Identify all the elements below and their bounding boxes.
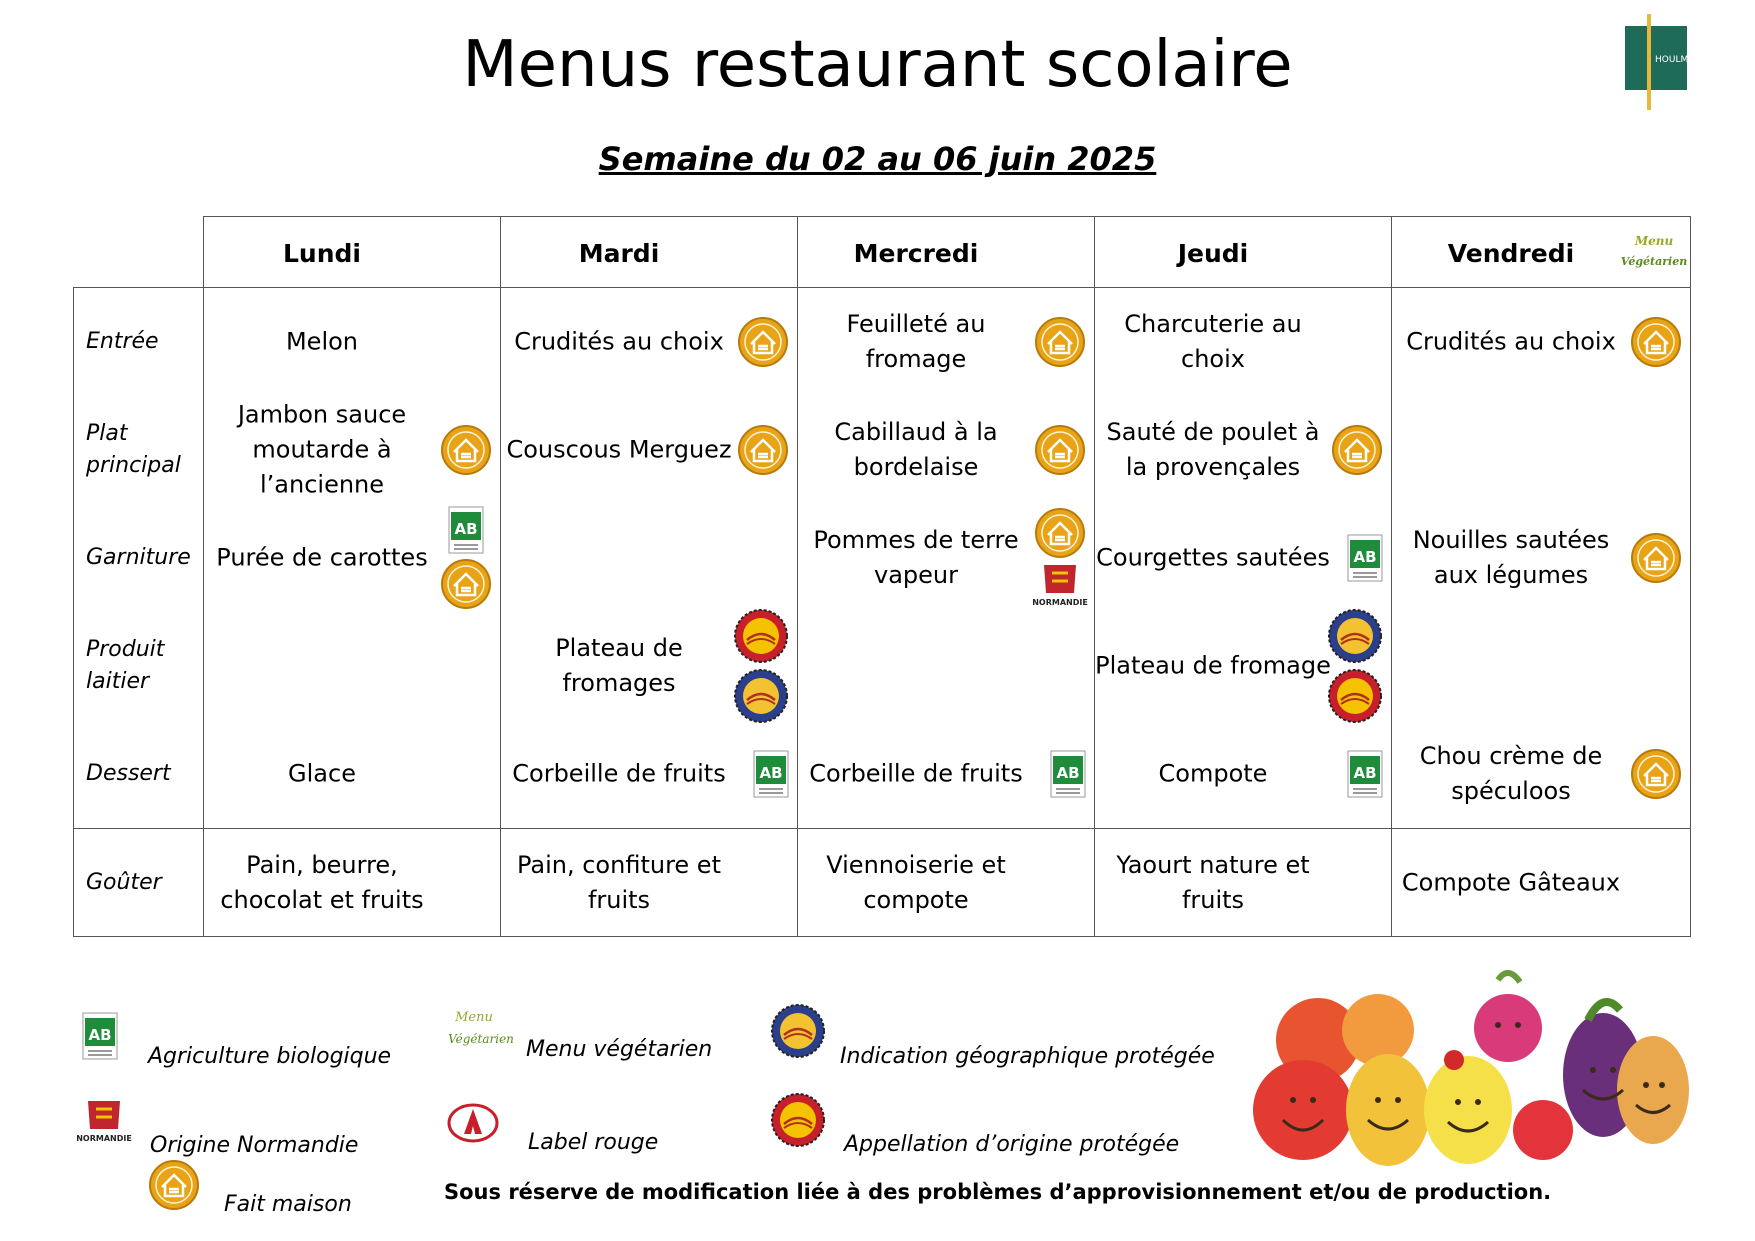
label-gouter: Goûter bbox=[74, 829, 204, 937]
fait-maison-icon bbox=[1034, 424, 1086, 476]
svg-text:AB: AB bbox=[759, 764, 783, 782]
fait-maison-icon bbox=[1331, 424, 1383, 476]
fait-maison-icon bbox=[1630, 316, 1682, 368]
corner-cell bbox=[74, 217, 204, 288]
bio-icon bbox=[1050, 750, 1086, 798]
bio-icon bbox=[1347, 534, 1383, 582]
menu-cell bbox=[1392, 612, 1690, 720]
fait-maison-icon bbox=[440, 558, 492, 610]
menu-cell: Plateau de fromage bbox=[1095, 612, 1391, 720]
aop-icon bbox=[733, 608, 789, 664]
label-dessert: Dessert bbox=[86, 761, 171, 786]
fait-maison-icon bbox=[148, 1159, 200, 1211]
gouter-mercredi: Viennoiserie et compote bbox=[798, 829, 1095, 937]
fait-maison-icon bbox=[1034, 507, 1086, 559]
legend-bio: AB Agriculture biologique bbox=[82, 1002, 391, 1069]
igp-icon bbox=[733, 668, 789, 724]
day-header-mercredi: Mercredi bbox=[798, 217, 1095, 288]
day-header-vendredi: Vendredi Menu Végétarien bbox=[1392, 217, 1691, 288]
menu-cell bbox=[501, 504, 797, 612]
week-subtitle: Semaine du 02 au 06 juin 2025 bbox=[598, 140, 1157, 178]
menu-cell: Crudités au choix bbox=[501, 288, 797, 396]
igp-icon bbox=[1327, 608, 1383, 664]
bio-icon bbox=[753, 750, 789, 798]
day-header-mardi: Mardi bbox=[501, 217, 798, 288]
bio-icon bbox=[82, 1012, 118, 1060]
igp-icon bbox=[770, 1003, 826, 1059]
day-column-mercredi bbox=[798, 288, 1095, 829]
day-header-jeudi: Jeudi bbox=[1095, 217, 1392, 288]
fruit-vegetable-illustration bbox=[1258, 970, 1688, 1170]
aop-icon bbox=[770, 1092, 826, 1148]
day-column-lundi bbox=[204, 288, 501, 829]
label-entree: Entrée bbox=[86, 329, 159, 354]
fait-maison-icon bbox=[1034, 316, 1086, 368]
page-title: Menus restaurant scolaire bbox=[462, 28, 1293, 102]
menu-cell: Feuilleté au fromage bbox=[798, 288, 1094, 396]
menu-cell: Jambon sauce moutarde à l’ancienne bbox=[204, 396, 500, 504]
day-column-jeudi bbox=[1095, 288, 1392, 829]
svg-text:AB: AB bbox=[1353, 764, 1377, 782]
fait-maison-icon bbox=[440, 424, 492, 476]
svg-text:Menu: Menu bbox=[1634, 234, 1674, 248]
menu-cell: Courgettes sautées AB bbox=[1095, 504, 1391, 612]
menu-cell: Chou crème de spéculoos bbox=[1392, 720, 1690, 828]
aop-icon bbox=[1327, 668, 1383, 724]
menu-cell: Plateau de fromages bbox=[501, 612, 797, 720]
day-header-lundi: Lundi bbox=[204, 217, 501, 288]
vegetarian-icon bbox=[450, 1003, 512, 1055]
legend-aop: Appellation d’origine protégée bbox=[770, 1082, 1179, 1157]
gouter-mardi: Pain, confiture et fruits bbox=[501, 829, 798, 937]
svg-text:AB: AB bbox=[1353, 548, 1377, 566]
legend-normandie: NORMANDIE Origine Normandie bbox=[78, 1085, 358, 1158]
svg-text:Végétarien: Végétarien bbox=[448, 1031, 514, 1046]
legend-vegetarien: Menu Végétarien Menu végétarien bbox=[450, 995, 712, 1062]
fait-maison-icon bbox=[737, 424, 789, 476]
menu-cell: Pommes de terre vapeur NORMANDIE bbox=[798, 504, 1094, 612]
menu-cell: Glace bbox=[288, 759, 356, 788]
menu-cell: Sauté de poulet à la provençales bbox=[1095, 396, 1391, 504]
menu-cell: Compote AB bbox=[1095, 720, 1391, 828]
svg-text:AB: AB bbox=[88, 1025, 112, 1044]
label-rouge-icon bbox=[446, 1102, 500, 1144]
menu-cell: Melon bbox=[285, 327, 359, 356]
fait-maison-icon bbox=[737, 316, 789, 368]
disclaimer-note: Sous réserve de modification liée à des problèmes d’approvisionnement et/ou de production. bbox=[444, 1180, 1552, 1204]
menu-cell: Couscous Merguez bbox=[501, 396, 797, 504]
day-column-vendredi bbox=[1392, 288, 1691, 829]
menu-cell: Crudités au choix bbox=[1392, 288, 1690, 396]
vegetarian-icon bbox=[1620, 227, 1688, 277]
fait-maison-icon bbox=[1630, 532, 1682, 584]
gouter-jeudi: Yaourt nature et fruits bbox=[1095, 829, 1392, 937]
legend-label-rouge: Label rouge bbox=[446, 1090, 658, 1155]
menu-cell: Corbeille de fruits AB bbox=[798, 720, 1094, 828]
normandie-icon bbox=[1034, 563, 1086, 609]
category-labels bbox=[74, 288, 204, 829]
menu-cell: Cabillaud à la bordelaise bbox=[798, 396, 1094, 504]
svg-text:Végétarien: Végétarien bbox=[1620, 255, 1688, 268]
gouter-lundi: Pain, beurre, chocolat et fruits bbox=[204, 829, 501, 937]
legend-igp: Indication géographique protégée bbox=[770, 992, 1215, 1069]
label-plat: Plat principal bbox=[86, 421, 181, 478]
menu-cell: Charcuterie au choix bbox=[1124, 310, 1302, 373]
svg-text:NORMANDIE: NORMANDIE bbox=[1032, 598, 1088, 607]
normandie-icon bbox=[78, 1099, 130, 1145]
bio-icon bbox=[1347, 750, 1383, 798]
svg-text:HOULME: HOULME bbox=[1655, 55, 1694, 65]
fait-maison-icon bbox=[1630, 748, 1682, 800]
gouter-vendredi: Compote Gâteaux bbox=[1392, 829, 1691, 937]
menu-cell: Nouilles sautées aux légumes bbox=[1392, 504, 1690, 612]
legend-fait-maison: Fait maison bbox=[148, 1152, 352, 1217]
menu-cell bbox=[204, 612, 500, 720]
svg-text:AB: AB bbox=[454, 520, 478, 538]
menu-cell bbox=[1392, 396, 1690, 504]
menu-cell bbox=[798, 612, 1094, 720]
menu-cell: Purée de carottes AB bbox=[204, 504, 500, 612]
svg-text:NORMANDIE: NORMANDIE bbox=[76, 1133, 132, 1143]
svg-text:Menu: Menu bbox=[455, 1009, 493, 1025]
day-column-mardi bbox=[501, 288, 798, 829]
menu-cell: Corbeille de fruits AB bbox=[501, 720, 797, 828]
bio-icon bbox=[448, 506, 484, 554]
town-logo bbox=[1625, 14, 1694, 110]
label-laitier: Produit laitier bbox=[86, 637, 165, 694]
svg-text:AB: AB bbox=[1056, 764, 1080, 782]
label-garniture: Garniture bbox=[86, 545, 191, 570]
menu-table bbox=[73, 216, 1691, 937]
